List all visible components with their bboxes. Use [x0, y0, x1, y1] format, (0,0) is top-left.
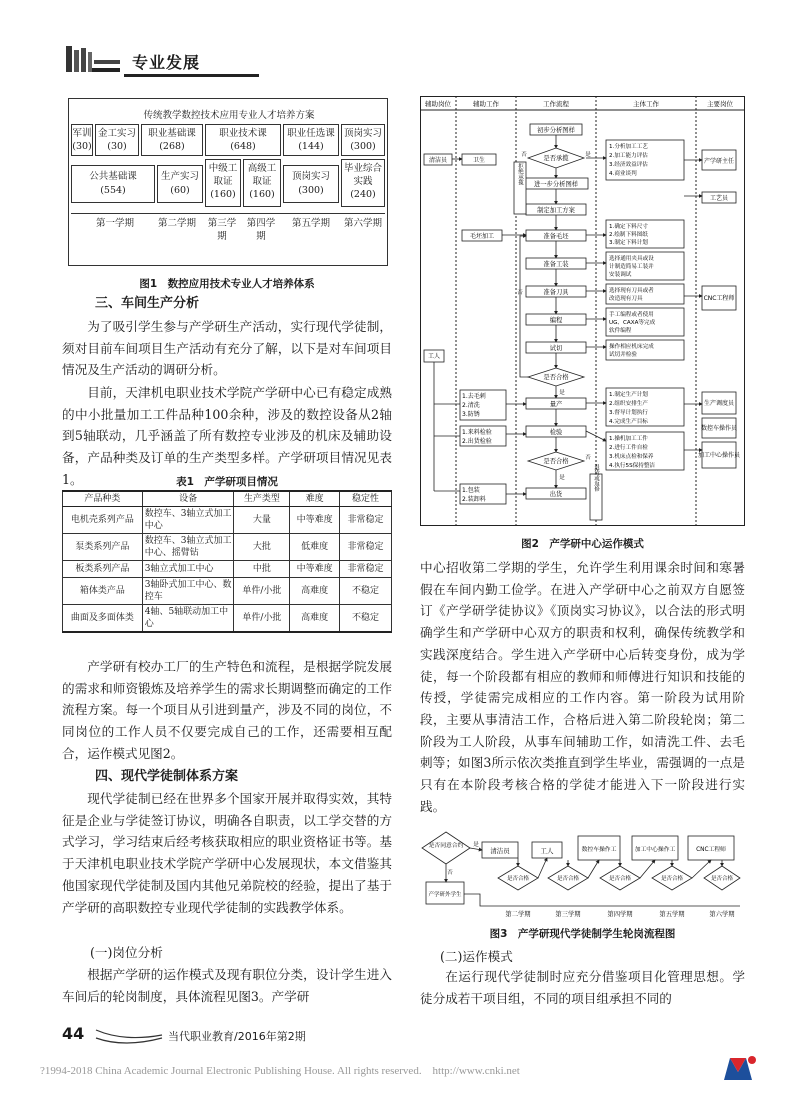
- table1-cell: 3轴卧式加工中心、数控车: [142, 578, 234, 605]
- fig1-box: 公共基础课 (554): [71, 165, 155, 203]
- fig3-yes-label: 是: [473, 842, 479, 848]
- fig2-left-list: 1.来料检验: [462, 429, 492, 436]
- page-number: 44: [62, 1024, 85, 1043]
- fig2-header: 辅助岗位: [425, 100, 451, 108]
- fig2-left-work: 卫生: [472, 157, 486, 164]
- fig2-main-work: 1.分析加工工艺: [609, 144, 648, 150]
- fig1-box: 中级工取证 (160): [205, 159, 241, 207]
- table1-cell: 大批: [234, 534, 290, 561]
- fig2-left-post: 工人: [427, 353, 441, 360]
- fig2-left-post: 清洁员: [428, 157, 448, 164]
- table1-cell: 电机壳系列产品: [63, 507, 143, 534]
- table1: [62, 490, 392, 633]
- flow-decision: 是否合格: [543, 458, 569, 465]
- fig1-row1: [71, 124, 385, 156]
- table1-header: 设备: [142, 491, 234, 507]
- flow-step: 试切: [549, 345, 563, 352]
- fig2-header: 主要岗位: [707, 100, 733, 108]
- fig2-main-work: 安装调试: [609, 272, 632, 278]
- table1-cell: 中等难度: [290, 507, 340, 534]
- fig3-node: 清洁员: [490, 847, 510, 855]
- fig3-check: 是否合格: [660, 876, 684, 882]
- fig2-header: 主体工作: [633, 100, 659, 108]
- table1-cell: 非常稳定: [340, 507, 392, 534]
- table1-cell: 箱体类产品: [63, 578, 143, 605]
- fig2-main-work: 计制造简易工装并: [609, 264, 654, 270]
- fig2-post: 生产调度员: [703, 400, 735, 407]
- sec4-p2: 根据产学研的运作模式及现有职位分类，设计学生进入车间后的轮岗制度，具体流程见图3。产学研: [62, 967, 392, 1004]
- table1-header: 稳定性: [340, 491, 392, 507]
- fig2-post: 工艺员: [709, 195, 729, 202]
- fig2-post: 数控车操作员: [700, 425, 738, 432]
- flow-step: 准备工装: [543, 261, 569, 268]
- fig3-node: CNC工程师: [696, 847, 726, 853]
- fig1-box: 生产实习 (60): [157, 165, 203, 203]
- fig2-yes-label: 是: [559, 390, 565, 396]
- table1-cell: 板类系列产品: [63, 561, 143, 578]
- sec3-p1: 为了吸引学生参与产学研生产活动，实行现代学徒制，须对目前车间项目生产活动有充分了解，以下是对车间项目情况及生产活动的调研分析。: [62, 319, 392, 378]
- fig2-left-list: 3.防锈: [462, 411, 480, 418]
- table1-header-row: [63, 491, 392, 507]
- table1-row: [63, 605, 392, 633]
- flow-step: 准备毛坯: [543, 233, 569, 240]
- fig2-main-work: 4.执行5S保持整洁: [609, 463, 656, 469]
- fig1-box: 金工实习 (30): [95, 124, 139, 156]
- fig2-left-list: 2.装卸料: [462, 496, 486, 503]
- table1-cell: 高难度: [290, 578, 340, 605]
- fig1-box: 职业技术课 (648): [205, 124, 281, 156]
- fig1-term: 第一学期: [95, 218, 134, 229]
- fig2-main-work: 操作相应机床完成: [609, 344, 654, 350]
- fig3-check: 是否合格: [506, 876, 530, 882]
- fig1-box: 职业基础课 (268): [141, 124, 203, 156]
- fig2-left-post: 毛坯加工: [469, 233, 495, 240]
- fig3-start: 是否同意合约: [428, 843, 464, 849]
- flow-decision: 是否承揽: [543, 155, 569, 162]
- table1-cell: 非常稳定: [340, 534, 392, 561]
- sec4-sub1: (一)岗位分析: [90, 945, 163, 960]
- copyright: ?1994-2018 China Academic Journal Electronic Publishing House. All rights reserved. http://www.cnki.net: [40, 1065, 520, 1077]
- fig2-main-work: 2.绘制下料图纸: [609, 232, 648, 238]
- fig1-term-axis: [71, 213, 385, 214]
- flow-step: 检验: [549, 429, 563, 436]
- fig2-main-work: 3.经济效益评估: [609, 162, 648, 168]
- fig1-box: 顶岗实习 (300): [283, 165, 339, 203]
- page-header: [62, 40, 412, 80]
- footer-swoosh-icon: [94, 1026, 164, 1044]
- fig3-node: 加工中心操作工: [634, 847, 676, 853]
- table1-cell: 数控车、3轴立式加工中心: [142, 507, 234, 534]
- table1-cell: 单件/小批: [234, 578, 290, 605]
- fig1-title: 传统教学数控技术应用专业人才培养方案: [143, 110, 315, 121]
- table1-row: [63, 578, 392, 605]
- fig1-term: 第五学期: [291, 218, 330, 229]
- fig2-main-work: 选择现有刀具或者: [609, 288, 654, 294]
- flow-step: 制定加工方案: [537, 207, 575, 214]
- table1-header: 产品种类: [63, 491, 143, 507]
- journal-name: 当代职业教育/2016年第2期: [168, 1030, 306, 1043]
- fig2-post: CNC工程师: [703, 295, 735, 302]
- fig2-main-work: 2.组织安排生产: [609, 401, 648, 407]
- sec3-heading: 三、车间生产分析: [95, 296, 200, 311]
- fig3-caption: 图3 产学研现代学徒制学生轮岗流程图: [489, 928, 676, 940]
- fig3-term: 第三学期: [555, 911, 581, 918]
- table1-cell: 低难度: [290, 534, 340, 561]
- fig3-check: 是否合格: [710, 876, 734, 882]
- fig2-left-list: 2.清洗: [462, 402, 480, 409]
- fig1-term: 第三学期: [207, 218, 237, 242]
- fig1-box: 毕业综合实践 (240): [341, 159, 385, 207]
- fig2-left-list: 2.出货检验: [462, 438, 492, 445]
- fig1-row2: [71, 159, 385, 209]
- fig2-main-work: 手工编程或者使用: [609, 312, 654, 318]
- figure-2-flowchart: [420, 96, 745, 526]
- fig1-box: 职业任选课 (144): [283, 124, 339, 156]
- table1-cell: 数控车、3轴立式加工中心、摇臂钻: [142, 534, 234, 561]
- fig2-main-work: 1.操机加工工件: [609, 436, 648, 442]
- col2-p1: 中心招收第二学期的学生，允许学生利用课余时间和寒暑假在车间内勤工俭学。在进入产学研中心之前双方自愿签订《产学研学徒协议》《顶岗实习协议》，以合法的形式明确学生和产学研中心双方的职责和权利，确保传统教学和实践深度结合。学生进入产学研中心后转变身份，成为学徒，每一个阶段都有相应的教师和师傅进行知识和技能的传授，学徒需完成相应的工作内容。第一阶段为试用阶段，主要从事清洁工作，合格后进入第二阶段轮岗；第二阶段为工人阶段，从事车间辅助工作，如清洗工件、去毛刺等；如图3所示依次类推直到学生毕业，需强调的一点是只有在本阶段考核合格的学徒才能进入下一阶段进行实践。: [420, 560, 745, 814]
- flow-step: 进一步分析图样: [533, 181, 579, 188]
- fig2-main-work: 软件编程: [609, 328, 632, 334]
- table1-cell: 不稳定: [340, 578, 392, 605]
- fig2-main-work: 4.商业谈判: [609, 171, 637, 177]
- fig2-main-work: 3.督导计划执行: [609, 410, 648, 416]
- fig3-term: 第六学期: [709, 911, 735, 918]
- fig2-left-list: 1.包装: [462, 487, 480, 494]
- flow-decision: 是否合格: [543, 374, 569, 381]
- flow-step: 初步分析图样: [537, 127, 575, 134]
- table1-cell: 不稳定: [340, 605, 392, 633]
- table1-row: [63, 507, 392, 534]
- table1-cell: 3轴立式加工中心: [142, 561, 234, 578]
- fig3-no-label: 否: [447, 870, 453, 876]
- fig1-caption: 图1 数控应用技术专业人才培养体系: [139, 278, 315, 290]
- page-footer: [62, 1022, 742, 1052]
- flow-step: 量产: [549, 401, 563, 408]
- fig3-check: 是否合格: [556, 876, 580, 882]
- fig2-main-work: 3.机床点检和保养: [609, 454, 654, 460]
- fig2-post: 产学研主任: [703, 158, 735, 165]
- sec3-p2: 目前，天津机电职业技术学院产学研中心已有稳定成熟的中小批量加工工件品种100余种，涉及的数控设备从2轴到5轴联动，几乎涵盖了所有数控专业涉及的机床及辅助设备，产品种类及订单的生产类型多样。产学研项目情况见表1。: [62, 385, 392, 487]
- table1-cell: 中批: [234, 561, 290, 578]
- para-after-table: 产学研有校办工厂的生产特色和流程，是根据学院发展的需求和师资锻炼及培养学生的需求长期调整而确定的工作流程方案。每一个项目从引进到量产，涉及不同的岗位，不同岗位的工作人员不仅要完成自己的工作，还需要相互配合，运作模式见图2。: [62, 659, 392, 761]
- col2-p2: 在运行现代学徒制时应充分借鉴项目化管理思想。学徒分成若干项目组，不同的项目组承担不同的: [420, 969, 745, 1006]
- table1-cell: 非常稳定: [340, 561, 392, 578]
- fig1-term: 第四学期: [246, 218, 276, 242]
- fig2-main-work: UG、CAXA等完成: [609, 320, 656, 326]
- table1-cell: 泵类系列产品: [63, 534, 143, 561]
- table1-cell: 曲面及多面体类: [63, 605, 143, 633]
- fig2-no-label: 否: [517, 290, 523, 296]
- flow-step: 出货: [549, 491, 563, 498]
- fig2-header: 辅助工作: [473, 100, 499, 108]
- table1-cell: 中等难度: [290, 561, 340, 578]
- fig2-no-label: 否: [585, 455, 591, 461]
- section-title: 专业发展: [132, 53, 201, 72]
- fig3-node: 工人: [540, 847, 554, 855]
- fig2-main-work: 改造现有刀具: [609, 296, 643, 302]
- fig2-yes-label: 是: [585, 152, 591, 158]
- table1-row: [63, 561, 392, 578]
- fig2-no-label: 否: [521, 152, 527, 158]
- fig1-box: 军训 (30): [71, 124, 93, 156]
- fig3-check: 是否合格: [608, 876, 632, 882]
- fig1-box: 顶岗实习 (300): [341, 124, 385, 156]
- fig2-caption: 图2 产学研中心运作模式: [521, 538, 644, 550]
- fig2-left-list: 1.去毛刺: [462, 393, 486, 400]
- table1-header: 难度: [290, 491, 340, 507]
- fig3-term: 第五学期: [659, 911, 685, 918]
- fig2-main-work: 试切并检验: [609, 352, 637, 358]
- fig3-node: 数控车操作工: [581, 847, 617, 853]
- fig3-term: 第四学期: [607, 911, 633, 918]
- table1-cell: 大量: [234, 507, 290, 534]
- fig2-main-work: 4.完成生产目标: [609, 419, 648, 425]
- fig3-student: 产学研外学生: [428, 892, 462, 898]
- fig2-main-work: 选择通用夹具或设: [609, 256, 654, 262]
- fig2-post: 加工中心操作员: [697, 452, 741, 459]
- fig3-term: 第二学期: [505, 911, 531, 918]
- sec4-p1: 现代学徒制已经在世界多个国家开展并取得实效，其特征是企业与学徒签订协议，明确各自职责，以工学交替的方式学习，学习结束后经考核获取相应的职业资格证书等。基于天津机电职业技术学院产学研中心发展现状，本文借鉴其他国家现代学徒制及国内其他兄弟院校的经验，提出了基于产学研的高职数控专业现代学徒制的实践教学体系。: [62, 791, 392, 915]
- flow-step: 编程: [549, 317, 563, 324]
- figure-3-flowchart: [420, 820, 745, 940]
- table1-header: 生产类型: [234, 491, 290, 507]
- fig2-return-label: 退货或返修: [593, 464, 599, 492]
- fig2-reject-label: 拒绝承揽: [517, 163, 523, 185]
- col2-sub2: (二)运作模式: [440, 949, 513, 964]
- fig1-term: 第二学期: [157, 218, 196, 229]
- table1-cell: 4轴、5轴联动加工中心: [142, 605, 234, 633]
- header-logo-icon: [62, 42, 122, 76]
- figure-1: [68, 98, 388, 266]
- header-rule: [124, 74, 259, 77]
- table1-cell: 高难度: [290, 605, 340, 633]
- sec4-heading: 四、现代学徒制体系方案: [95, 769, 239, 784]
- fig2-yes-label: 是: [559, 475, 565, 481]
- cnki-logo-icon: [722, 1052, 758, 1084]
- fig2-main-work: 1.制定生产计划: [609, 392, 648, 398]
- flow-step: 准备刀具: [543, 289, 569, 296]
- table1-cell: 单件/小批: [234, 605, 290, 633]
- table1-row: [63, 534, 392, 561]
- fig2-main-work: 2.进行工件自检: [609, 445, 648, 451]
- fig1-box: 高级工取证 (160): [243, 159, 281, 207]
- fig1-terms: [71, 217, 385, 257]
- fig2-main-work: 3.制定下料计划: [609, 240, 648, 246]
- fig1-term: 第六学期: [343, 218, 382, 229]
- fig2-main-work: 1.确定下料尺寸: [609, 224, 648, 230]
- fig2-header: 工作流程: [543, 100, 569, 108]
- table1-caption: 表1 产学研项目情况: [176, 476, 278, 488]
- fig2-main-work: 2.加工能力评估: [609, 153, 648, 159]
